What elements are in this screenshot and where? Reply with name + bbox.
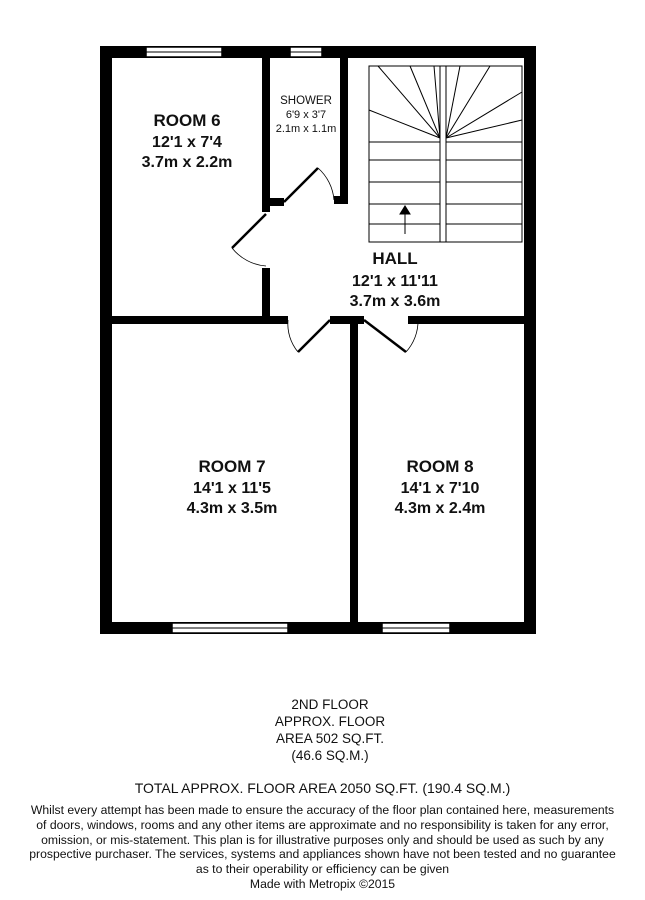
outer-wall-bottom <box>100 622 536 634</box>
hall-name: HALL <box>372 249 418 268</box>
floor-area-summary <box>200 696 460 764</box>
outer-wall-left <box>100 46 112 634</box>
door-room6 <box>232 214 266 248</box>
disclaimer-credit: Made with Metropix ©2015 <box>249 876 396 891</box>
wall-room6-hall-lower <box>262 268 270 320</box>
disclaimer-line4: prospective purchaser. The services, systems and appliances shown have not been tested and no guarantee <box>29 847 616 862</box>
shower-metric: 2.1m x 1.1m <box>275 123 337 135</box>
room8-name: ROOM 8 <box>406 457 474 476</box>
shower-imperial: 6'9 x 3'7 <box>285 109 327 121</box>
disclaimer <box>4 803 641 892</box>
room8-metric: 4.3m x 2.4m <box>394 500 486 517</box>
stair-arrow-icon <box>400 206 410 214</box>
hall-imperial: 12'1 x 11'11 <box>352 273 438 290</box>
wall-shower-bottom-left <box>262 198 284 206</box>
wall-horizontal-left <box>112 316 288 324</box>
floor-area-line3: AREA 502 SQ.FT. <box>275 731 385 746</box>
room-labels <box>142 95 486 517</box>
wall-horizontal-mid <box>330 316 364 324</box>
door-shower <box>284 168 318 202</box>
total-floor-area: TOTAL APPROX. FLOOR AREA 2050 SQ.FT. (190.4 SQ.M.) <box>134 780 511 796</box>
disclaimer-line5: as to their operability or efficiency can be given <box>195 862 450 877</box>
hall-metric: 3.7m x 3.6m <box>349 293 441 310</box>
room6-metric: 3.7m x 2.2m <box>141 154 233 171</box>
room7-imperial: 14'1 x 11'5 <box>193 480 271 497</box>
floor-label: 2ND FLOOR <box>291 697 369 712</box>
floor-area-line4: (46.6 SQ.M.) <box>291 748 369 763</box>
wall-room7-room8 <box>350 320 358 626</box>
wall-shower-right <box>340 58 348 202</box>
wall-room6-hall-upper <box>262 58 270 212</box>
outer-wall-right <box>524 46 536 634</box>
disclaimer-line2: of doors, windows, rooms and any other items are approximate and no responsibility is taken for any error, <box>36 817 609 832</box>
disclaimer-line3: omission, or mis-statement. This plan is for illustrative purposes only and should be used as such by any <box>41 832 604 847</box>
door-room8 <box>364 320 406 352</box>
room7-metric: 4.3m x 3.5m <box>186 500 278 517</box>
wall-horizontal-right <box>408 316 526 324</box>
room7-name: ROOM 7 <box>198 457 266 476</box>
shower-name: SHOWER <box>280 95 332 107</box>
room6-imperial: 12'1 x 7'4 <box>152 134 222 151</box>
staircase <box>369 66 522 242</box>
wall-shower-bottom-right <box>334 196 348 204</box>
door-room7 <box>298 320 330 352</box>
floor-area-line2: APPROX. FLOOR <box>274 714 386 729</box>
room6-name: ROOM 6 <box>153 111 221 130</box>
room8-imperial: 14'1 x 7'10 <box>400 480 480 497</box>
disclaimer-line1: Whilst every attempt has been made to ensure the accuracy of the floor plan contained here, measurements <box>30 803 615 817</box>
